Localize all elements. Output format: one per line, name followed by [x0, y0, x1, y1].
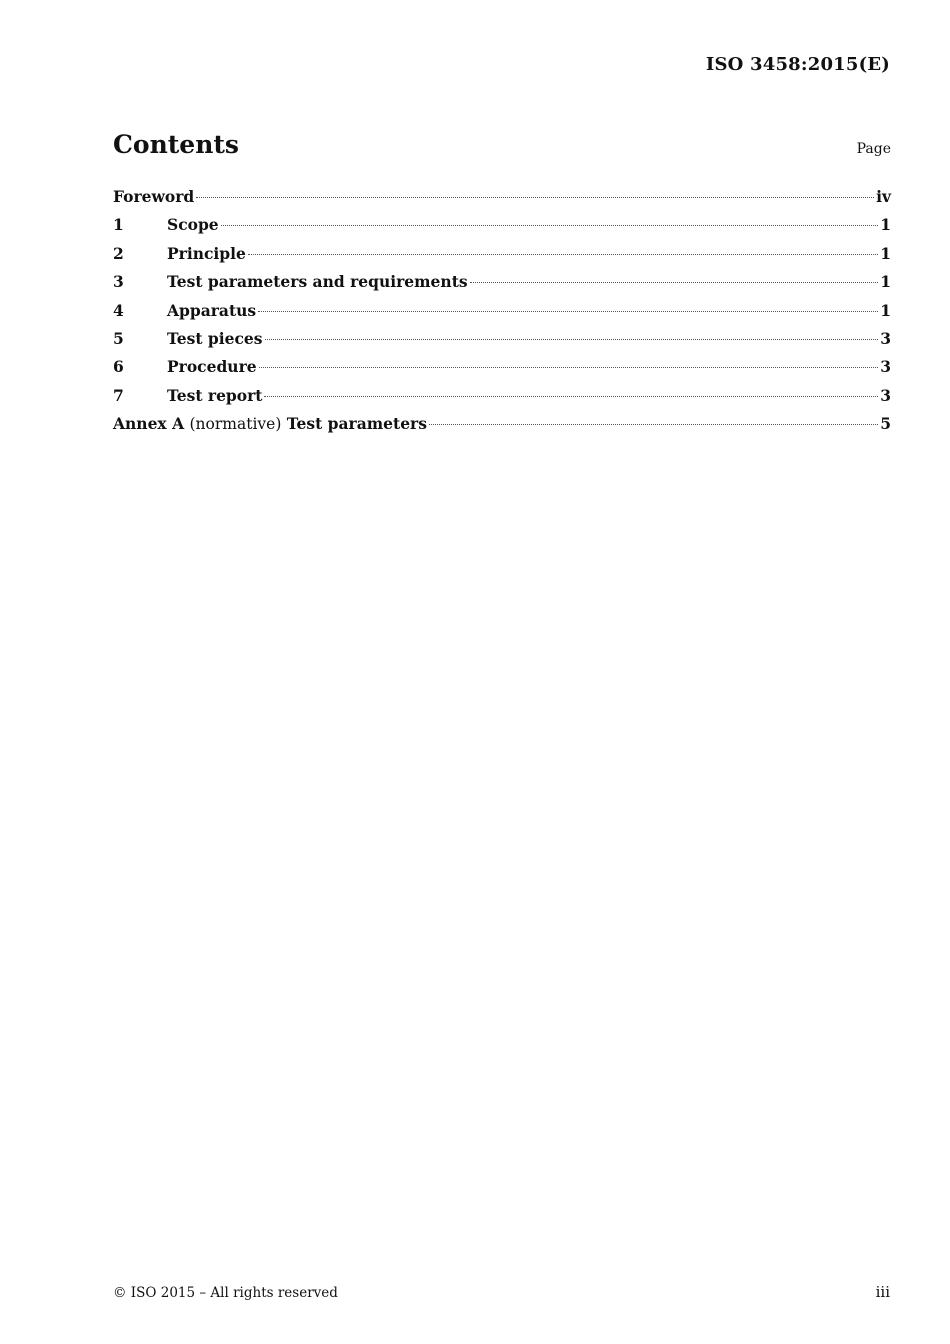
toc-entry-title: Apparatus [167, 300, 257, 320]
toc-entry-procedure[interactable] [113, 353, 891, 381]
toc-entry-test-parameters-and-requirements[interactable] [113, 268, 891, 296]
toc-entry-number: 5 [113, 328, 124, 348]
toc-entry-title: Foreword [113, 187, 195, 206]
annex-label: Annex A [113, 414, 185, 434]
toc-entry-number: 7 [113, 385, 124, 405]
toc-entry-page: 1 [880, 272, 891, 292]
toc-entry-page: 3 [880, 357, 891, 377]
page-column-label: Page [856, 141, 891, 157]
toc-entry-foreword[interactable] [113, 183, 891, 211]
toc-entry-page: 3 [880, 385, 891, 405]
toc-entry-page: 1 [880, 215, 891, 235]
toc-entry-principle[interactable] [113, 240, 891, 268]
toc-entry-number: 3 [113, 272, 124, 292]
toc-entry-title: Principle [167, 243, 246, 263]
table-of-contents [113, 183, 891, 439]
toc-entry-page: 1 [880, 243, 891, 263]
dot-leader [429, 424, 878, 425]
toc-entry-test-report[interactable] [113, 382, 891, 410]
document-id: ISO 3458:2015(E) [705, 54, 890, 75]
toc-entry-page: 1 [880, 300, 891, 320]
toc-entry-apparatus[interactable] [113, 297, 891, 325]
dot-leader [248, 254, 878, 255]
toc-entry-scope[interactable] [113, 211, 891, 239]
toc-entry-page: 5 [880, 414, 891, 434]
contents-title: Contents [113, 130, 240, 159]
toc-entry-page: iv [876, 187, 891, 206]
footer-page-number: iii [875, 1283, 890, 1301]
toc-entry-title: Scope [167, 215, 219, 235]
dot-leader [221, 225, 879, 226]
dot-leader [196, 197, 874, 198]
toc-entry-number: 1 [113, 215, 124, 235]
dot-leader [264, 396, 878, 397]
toc-entry-test-pieces[interactable] [113, 325, 891, 353]
toc-entry-page: 3 [880, 328, 891, 348]
contents-header [113, 130, 891, 170]
toc-entry-title: Procedure [167, 357, 257, 377]
dot-leader [259, 367, 879, 368]
dot-leader [265, 339, 879, 340]
dot-leader [258, 311, 878, 312]
toc-entry-number: 4 [113, 300, 124, 320]
annex-title: Test parameters [286, 414, 427, 434]
toc-entry-title: Test report [167, 385, 263, 405]
toc-entry-number: 6 [113, 357, 124, 377]
toc-entry-title: Test pieces [167, 328, 263, 348]
dot-leader [470, 282, 879, 283]
toc-entry-annex-a[interactable] [113, 410, 891, 438]
toc-entry-number: 2 [113, 243, 124, 263]
toc-entry-title: Test parameters and requirements [167, 272, 468, 292]
footer-copyright: © ISO 2015 – All rights reserved [113, 1285, 338, 1301]
annex-type: (normative) [189, 415, 282, 434]
toc-entry-title [113, 410, 427, 438]
